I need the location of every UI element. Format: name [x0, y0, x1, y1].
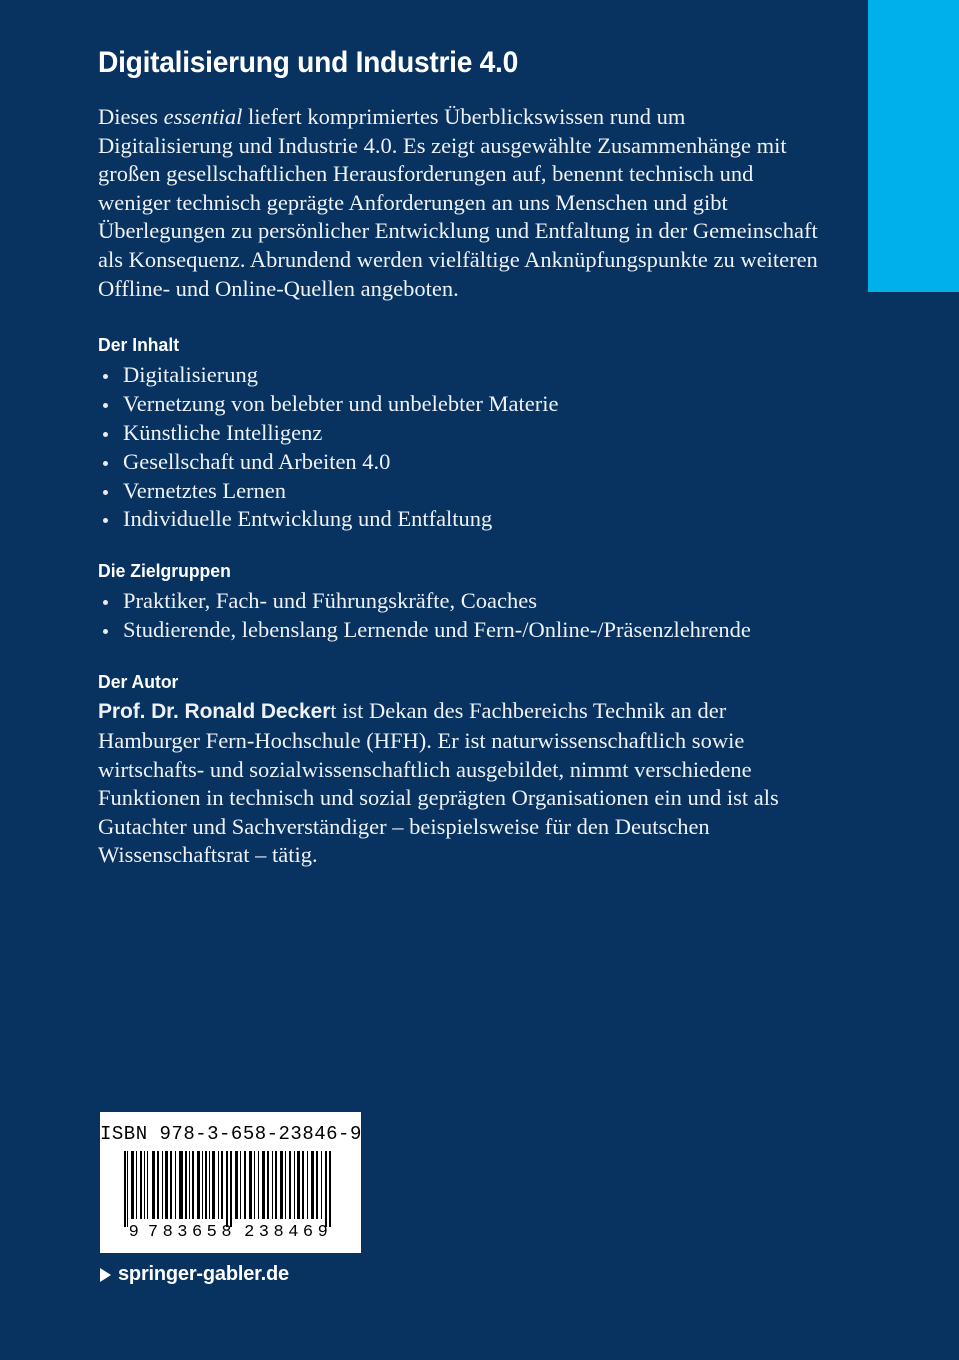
- list-item: Gesellschaft und Arbeiten 4.0: [98, 448, 822, 477]
- list-item: Vernetzung von belebter und unbelebter Materie: [98, 390, 822, 419]
- ean-digits: [100, 1223, 361, 1242]
- list-item: Individuelle Entwicklung und Entfaltung: [98, 505, 822, 534]
- cyan-accent-block: [868, 0, 959, 292]
- intro-text-after: liefert komprimiertes Überblickswissen rund um Digitalisierung und Industrie 4.0. Es zeigt ausgewählte Zusammenhänge mit großen gesellschaftlichen Herausforderungen auf, benennt technisch und weniger technisch geprägte Anforderungen an uns Menschen und gibt Überlegungen zu persönlicher Entwicklung und Entfaltung in der Gemeinschaft als Konsequenz. Abrundend werden vielfältige Anknüpfungspunkte zu weiteren Offline- und Online-Quellen angeboten.: [98, 104, 818, 301]
- list-item: Praktiker, Fach- und Führungskräfte, Coaches: [98, 587, 822, 616]
- isbn-label: ISBN 978-3-658-23846-9: [100, 1123, 362, 1145]
- publisher-link[interactable]: [100, 1263, 289, 1286]
- inhalt-list: [98, 355, 822, 534]
- publisher-url-label: springer-gabler.de: [118, 1263, 289, 1285]
- author-biography: [98, 692, 822, 870]
- content-column: [98, 0, 822, 870]
- list-item: Studierende, lebenslang Lernende und Fern-/Online-/Präsenzlehrende: [98, 616, 822, 645]
- page-title: Digitalisierung und Industrie 4.0: [98, 46, 519, 79]
- ean-lead-digit: 9: [128, 1223, 139, 1242]
- list-item: Digitalisierung: [98, 361, 822, 390]
- list-item: Vernetztes Lernen: [98, 477, 822, 506]
- section-heading-autor: Der Autor: [98, 671, 179, 693]
- intro-text-before: Dieses: [98, 104, 164, 129]
- author-name: Prof. Dr. Ronald Decker: [98, 700, 331, 724]
- isbn-barcode: [100, 1112, 361, 1253]
- triangle-right-icon: [100, 1268, 111, 1282]
- author-bio-text: t ist Dekan des Fachbereichs Technik an der Hamburger Fern-Hochschule (HFH). Er ist naturwissenschaftlich sowie wirtschafts- und sozialwissenschaftlich ausgebildet, nimmt verschiedene Funktionen in technisch und sozial geprägten Organisationen ein und ist als Gutachter und Sachverständiger – beispielsweise für den Deutschen Wissenschaftsrat – tätig.: [98, 698, 779, 868]
- barcode-bars-image: [124, 1151, 338, 1227]
- list-item: Künstliche Intelligenz: [98, 419, 822, 448]
- ean-left-group: 783658: [147, 1223, 237, 1242]
- ean-right-group: 238469: [244, 1223, 333, 1242]
- section-heading-zielgruppen: Die Zielgruppen: [98, 560, 231, 582]
- section-heading-inhalt: Der Inhalt: [98, 334, 180, 356]
- intro-paragraph: [98, 79, 822, 303]
- zielgruppen-list: [98, 581, 822, 645]
- intro-italic-term: essential: [163, 104, 243, 129]
